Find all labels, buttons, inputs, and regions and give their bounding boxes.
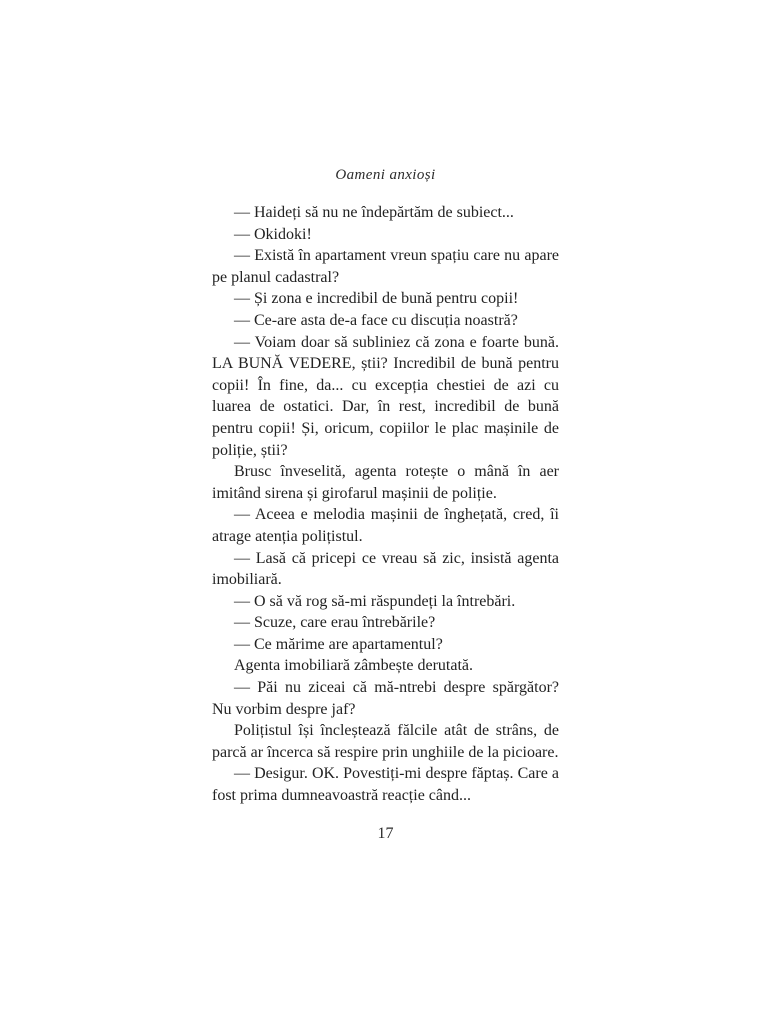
- paragraph: — Voiam doar să subliniez că zona e foarte bună. LA BUNĂ VEDERE, știi? Incredibil de bună pentru copii! În fine, da... cu excepția chestiei de azi cu luarea de ostatici. Dar, în rest, incredibil de bună pentru copii! Și, oricum, copiilor le plac mașinile de poliție, știi?: [212, 333, 559, 459]
- paragraph: Agenta imobiliară zâmbește derutată.: [234, 657, 474, 675]
- running-header: Oameni anxioși: [335, 167, 436, 183]
- paragraph: — Okidoki!: [234, 225, 312, 243]
- paragraph: Brusc înveselită, agenta rotește o mână în aer imitând sirena și girofarul mașinii de poliție.: [212, 463, 559, 502]
- page-number: 17: [377, 825, 394, 842]
- paragraph: — Există în apartament vreun spațiu care nu apare pe planul cadastral?: [212, 247, 559, 286]
- paragraph: — Scuze, care erau întrebările?: [234, 614, 436, 632]
- paragraph: — Desigur. OK. Povestiți-mi despre făptaș. Care a fost prima dumneavoastră reacție când...: [212, 765, 559, 805]
- paragraph: — Lasă că pricepi ce vreau să zic, insistă agenta imobiliară.: [212, 549, 559, 589]
- paragraph: — Aceea e melodia mașinii de înghețată, cred, îi atrage atenția polițistul.: [212, 506, 559, 545]
- paragraph: — Ce-are asta de-a face cu discuția noastră?: [234, 311, 518, 329]
- paragraph: — O să vă rog să-mi răspundeți la întrebări.: [234, 592, 516, 610]
- paragraph: — Și zona e incredibil de bună pentru copii!: [234, 290, 519, 308]
- paragraph: — Păi nu ziceai că mă-ntrebi despre spărgător? Nu vorbim despre jaf?: [212, 679, 559, 718]
- body-text: [212, 202, 559, 807]
- paragraph: — Haideți să nu ne îndepărtăm de subiect...: [234, 204, 514, 221]
- paragraph: Polițistul își încleștează fălcile atât de strâns, de parcă ar încerca să respire prin unghiile de la picioare.: [212, 722, 559, 761]
- paragraph: — Ce mărime are apartamentul?: [234, 635, 443, 653]
